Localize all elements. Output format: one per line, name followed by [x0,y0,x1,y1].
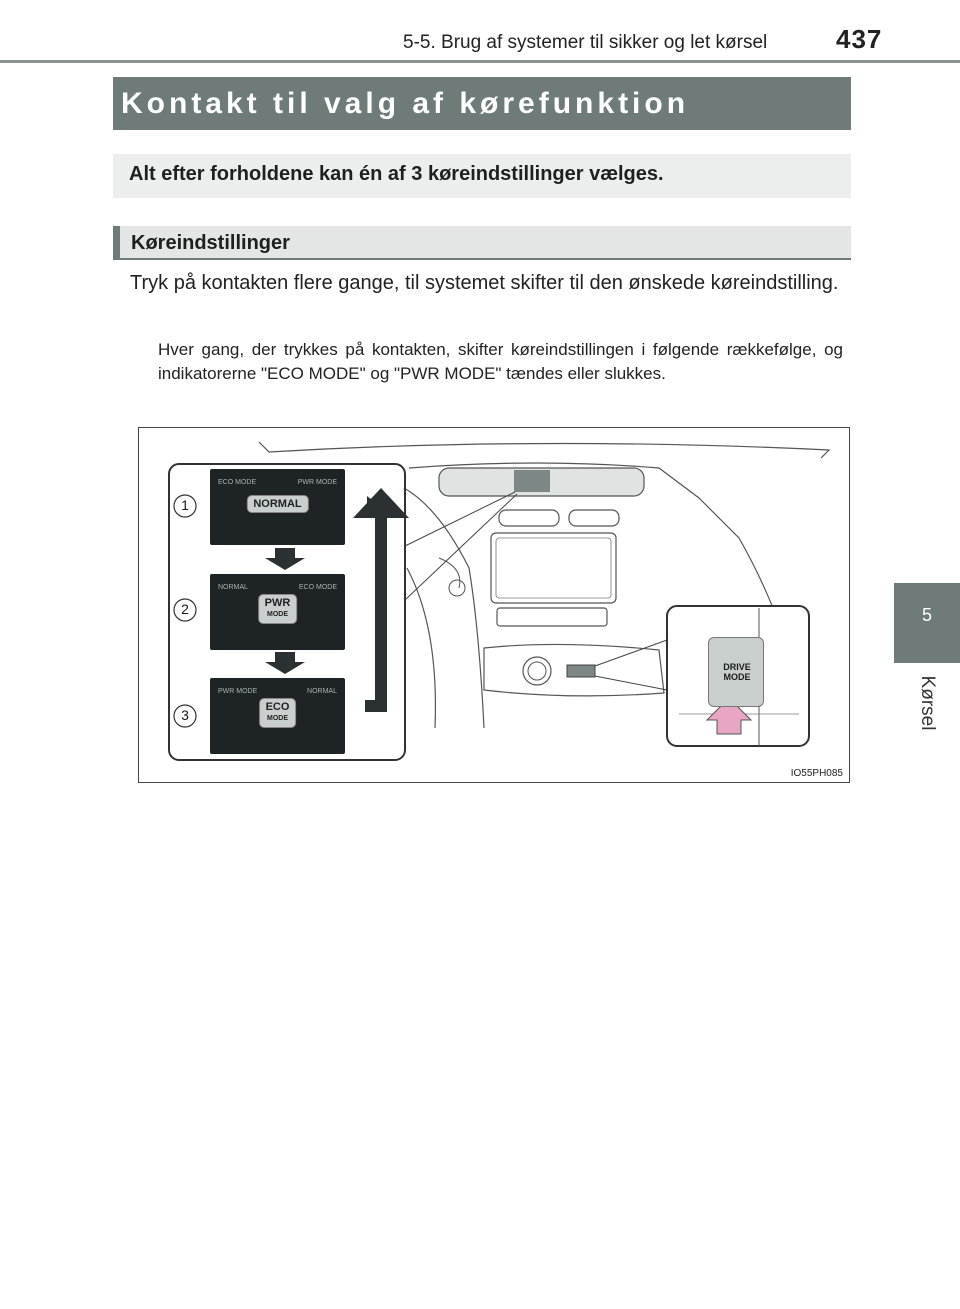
chapter-label: Kørsel [917,675,938,731]
chapter-tab[interactable] [894,583,960,663]
display-eco-mode [210,678,345,754]
button-label-line-2: MODE [723,672,751,682]
mode-badge [246,495,308,513]
drive-mode-figure [138,427,850,783]
header-divider [0,60,960,63]
mini-label-right: NORMAL [307,688,337,695]
subsection-heading-box [113,226,851,260]
step-number-1: 1 [181,497,189,513]
subsection-title: Køreindstillinger [131,232,290,254]
mini-label-left: NORMAL [218,584,248,591]
mode-badge-text: ECO [265,700,290,713]
page-number: 437 [836,24,883,54]
mode-badge-sub: MODE [267,714,288,722]
mini-label-right: PWR MODE [297,479,337,486]
subsection-divider [113,258,851,260]
drive-mode-button[interactable] [708,637,764,707]
mini-label-left: ECO MODE [218,479,257,486]
chapter-label-box [894,663,960,783]
display-normal-mode [210,469,345,545]
intro-box: Alt efter forholdene kan én af 3 køreindstillinger vælges. [113,154,851,198]
drive-mode-button-label [709,662,765,682]
section-title: Kontakt til valg af kørefunktion [113,77,851,130]
mode-badge-text: NORMAL [253,497,302,510]
mode-badge [259,698,297,728]
mini-label-left: PWR MODE [218,688,258,695]
figure-id: IO55PH085 [790,768,843,779]
display-pwr-mode [210,574,345,650]
mode-badge-text: PWR [264,596,291,609]
instruction-note: Hver gang, der trykkes på kontakten, skifter køreindstillingen i følgende rækkefølge, og indikatorerne "ECO MODE" og "PWR MODE" tændes eller slukkes. [158,340,843,383]
mode-badge-sub: MODE [266,610,288,618]
subsection-accent-bar [113,226,120,260]
header-section-title: 5-5. Brug af systemer til sikker og let kørsel [403,32,768,53]
mode-badge [258,594,298,624]
button-label-line-1: DRIVE [723,662,751,672]
mini-label-right: ECO MODE [298,584,337,591]
instruction-paragraph: Tryk på kontakten flere gange, til systemet skifter til den ønskede køreindstilling. [130,272,839,294]
step-number-3: 3 [181,707,189,723]
chapter-number: 5 [921,605,932,625]
step-number-2: 2 [181,601,189,617]
